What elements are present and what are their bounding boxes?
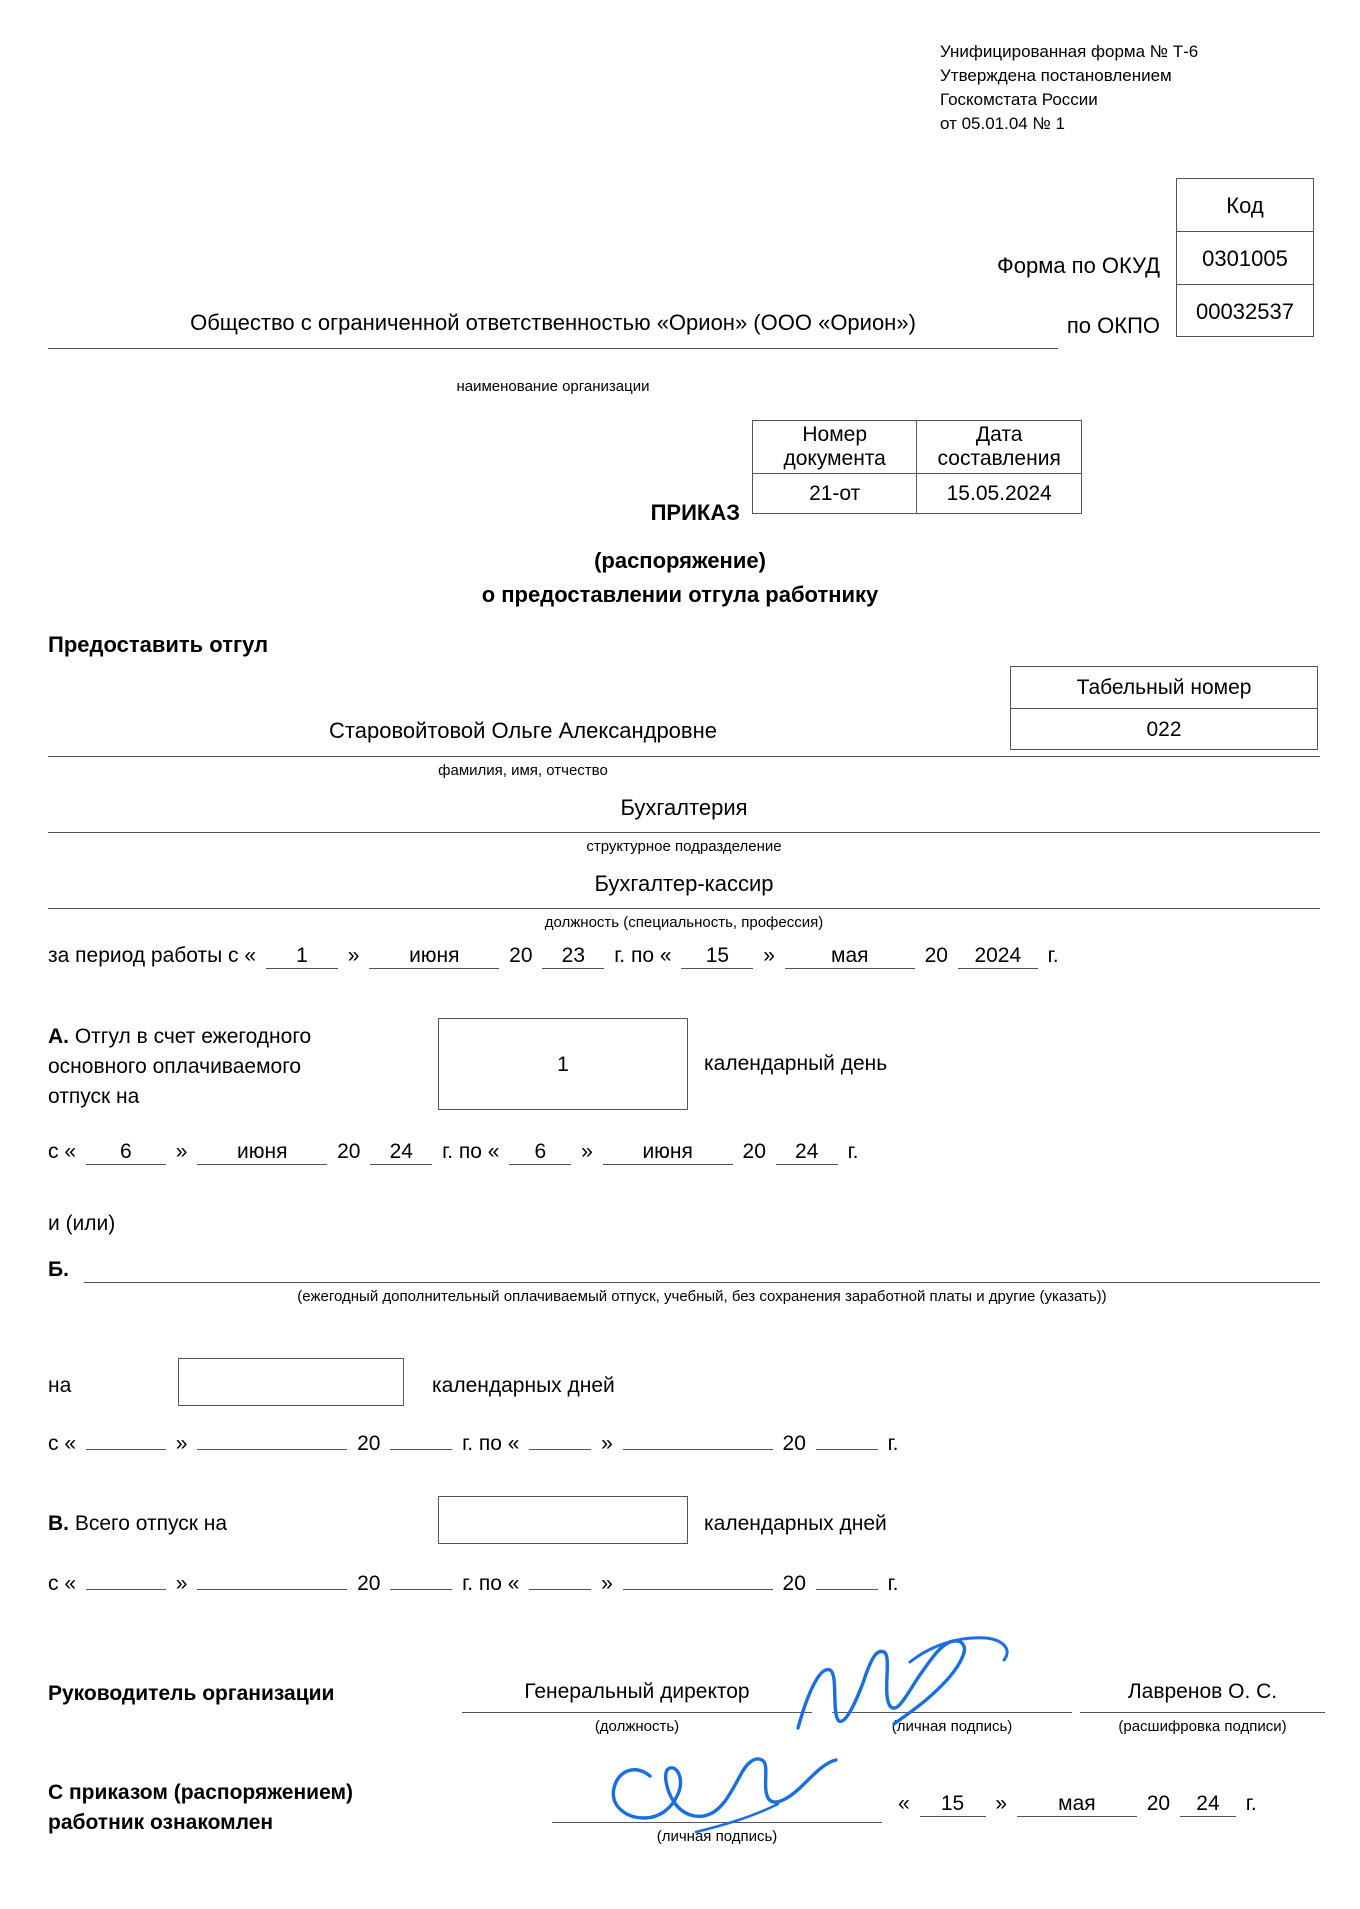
section-a-text: [48, 1022, 348, 1112]
section-b-year-from: [390, 1449, 452, 1450]
section-b-suffix: г.: [887, 1432, 899, 1455]
order-table: [752, 420, 1082, 514]
employee-fio-caption: фамилия, имя, отчество: [438, 762, 608, 779]
personnel-number-header: Табельный номер: [1010, 666, 1318, 708]
form-header-note: [940, 40, 1320, 136]
okpo-label: по ОКПО: [1066, 313, 1160, 338]
ack-month: мая: [1017, 1792, 1137, 1817]
work-period-year-prefix-1: 20: [509, 944, 533, 967]
section-v-mid: г. по «: [462, 1572, 520, 1595]
organization-rule: [48, 348, 1058, 349]
work-period-month-to: мая: [785, 944, 915, 969]
section-a-quote-1: »: [175, 1140, 188, 1163]
section-b-year-prefix-1: 20: [357, 1432, 381, 1455]
section-a-year-prefix-2: 20: [742, 1140, 766, 1163]
section-a-days-value: 1: [557, 1053, 569, 1076]
section-a-day-from: 6: [86, 1140, 166, 1165]
work-period-year-from: 23: [542, 944, 604, 969]
employee-fio-value: Старовойтовой Ольге Александровне: [329, 718, 717, 743]
order-word: ПРИКАЗ: [650, 500, 740, 525]
section-a-days-unit: календарный день: [704, 1052, 888, 1075]
grant-leave-label: Предоставить отгул: [48, 632, 269, 657]
section-a-suffix: г.: [847, 1140, 859, 1163]
section-a-day-to: 6: [509, 1140, 571, 1165]
section-b-quote-1: »: [175, 1432, 188, 1455]
work-period-year-to: 2024: [958, 944, 1038, 969]
code-table: [1176, 178, 1314, 337]
ack-suffix: г.: [1245, 1792, 1257, 1815]
and-or-label: и (или): [48, 1212, 116, 1235]
order-subtitle-1: (распоряжение): [594, 548, 766, 573]
section-b-days-box: [178, 1358, 404, 1406]
work-period-prefix: за период работы с «: [48, 944, 257, 967]
section-b-letter: Б.: [48, 1258, 69, 1281]
section-v-from-prefix: с «: [48, 1572, 77, 1595]
organization-name: Общество с ограниченной ответственностью «Орион» (ООО «Орион»): [190, 310, 916, 335]
employee-position-value: Бухгалтер-кассир: [594, 871, 774, 896]
section-b-from-prefix: с «: [48, 1432, 77, 1455]
acknowledgement-signature-caption: (личная подпись): [656, 1828, 778, 1845]
employee-department-caption: структурное подразделение: [586, 838, 782, 855]
ack-quote-close: »: [995, 1792, 1008, 1815]
section-v-description: Всего отпуск на: [74, 1512, 228, 1535]
section-b-caption: (ежегодный дополнительный оплачиваемый отпуск, учебный, без сохранения заработной платы и другие (указать)): [297, 1288, 1107, 1305]
section-a-year-to: 24: [776, 1140, 838, 1165]
section-a-mid: г. по «: [442, 1140, 500, 1163]
employee-position-caption: должность (специальность, профессия): [544, 914, 824, 931]
ack-year: 24: [1180, 1792, 1236, 1817]
section-v-day-to: [529, 1589, 591, 1590]
head-position-value: Генеральный директор: [524, 1680, 750, 1703]
section-v-quote-2: »: [601, 1572, 613, 1595]
section-v-year-to: [816, 1589, 878, 1590]
section-v-text: [48, 1512, 227, 1536]
employee-department-rule: [48, 832, 1320, 833]
section-b-days-unit: календарных дней: [432, 1374, 615, 1397]
acknowledgement-label-line-2: работник ознакомлен: [48, 1811, 274, 1834]
section-b-year-to: [816, 1449, 878, 1450]
section-v-quote-1: »: [175, 1572, 188, 1595]
code-table-header: Код: [1176, 178, 1314, 231]
head-name-value: Лавренов О. С.: [1127, 1680, 1278, 1703]
order-col-date-header: Дата составления: [917, 421, 1082, 474]
okud-label: Форма по ОКУД: [997, 253, 1160, 278]
section-b-quote-2: »: [601, 1432, 613, 1455]
section-b-month-to: [623, 1449, 773, 1450]
header-note-line-4: от 05.01.04 № 1: [940, 114, 1065, 133]
head-of-organization-label: Руководитель организации: [48, 1682, 335, 1705]
section-b-na-label: на: [48, 1374, 72, 1397]
order-col-number-header: Номер документа: [753, 421, 917, 474]
section-a-days-box: [438, 1018, 688, 1110]
work-period-suffix: г.: [1047, 944, 1059, 967]
organization-caption: наименование организации: [456, 378, 650, 395]
section-a-dates-row: [48, 1140, 1328, 1180]
head-position-rule: [462, 1712, 812, 1713]
section-v-year-from: [390, 1589, 452, 1590]
section-v-day-from: [86, 1589, 166, 1590]
work-period-day-from: 1: [266, 944, 338, 969]
work-period-quote-2: »: [763, 944, 775, 967]
section-v-month-from: [197, 1589, 347, 1590]
section-v-suffix: г.: [887, 1572, 899, 1595]
employee-department-value: Бухгалтерия: [620, 795, 748, 820]
section-b-mid: г. по «: [462, 1432, 520, 1455]
ack-quote-open: «: [898, 1792, 910, 1815]
ack-year-prefix: 20: [1146, 1792, 1171, 1815]
personnel-number-value: 022: [1010, 708, 1318, 750]
work-period-row: [48, 944, 1328, 984]
order-subtitle-2: о предоставлении отгула работнику: [481, 582, 879, 607]
okpo-code-value: 00032537: [1176, 284, 1314, 337]
order-number-value: 21-от: [753, 474, 917, 514]
section-b-rule: [84, 1282, 1320, 1283]
section-b-day-to: [529, 1449, 591, 1450]
acknowledgement-date-row: [898, 1792, 1257, 1817]
work-period-quote-1: »: [347, 944, 360, 967]
head-name-rule: [1080, 1712, 1325, 1713]
section-b-day-from: [86, 1449, 166, 1450]
acknowledgement-label-line-1: С приказом (распоряжением): [48, 1781, 354, 1804]
section-v-year-prefix-2: 20: [782, 1572, 806, 1595]
section-a-month-to: июня: [603, 1140, 733, 1165]
personnel-number-table: [1010, 666, 1318, 750]
head-signature-rule: [832, 1712, 1072, 1713]
section-v-days-box: [438, 1496, 688, 1544]
work-period-mid: г. по «: [614, 944, 672, 967]
acknowledgement-signature-rule: [552, 1822, 882, 1823]
section-a-year-from: 24: [370, 1140, 432, 1165]
section-v-dates-row: [48, 1572, 1328, 1612]
work-period-month-from: июня: [369, 944, 499, 969]
okud-code-value: 0301005: [1176, 231, 1314, 284]
order-date-value: 15.05.2024: [917, 474, 1082, 514]
section-b-year-prefix-2: 20: [782, 1432, 806, 1455]
head-name-caption: (расшифровка подписи): [1118, 1718, 1287, 1735]
work-period-day-to: 15: [681, 944, 753, 969]
header-note-line-2: Утверждена постановлением: [940, 66, 1172, 85]
head-signature-caption: (личная подпись): [891, 1718, 1013, 1735]
head-position-caption: (должность): [594, 1718, 680, 1735]
section-b-dates-row: [48, 1432, 1328, 1472]
section-a-year-prefix-1: 20: [337, 1140, 361, 1163]
section-a-quote-2: »: [581, 1140, 593, 1163]
section-a-from-prefix: с «: [48, 1140, 77, 1163]
header-note-line-1: Унифицированная форма № Т-6: [940, 42, 1199, 61]
ack-day: 15: [920, 1792, 986, 1817]
section-v-year-prefix-1: 20: [357, 1572, 381, 1595]
section-a-description: Отгул в счет ежегодного основного оплачиваемого отпуск на: [48, 1025, 312, 1108]
acknowledgement-label: [48, 1778, 353, 1838]
work-period-year-prefix-2: 20: [924, 944, 948, 967]
section-v-letter: В.: [48, 1512, 69, 1535]
section-a-letter: А.: [48, 1025, 69, 1048]
employee-fio-rule: [48, 756, 1320, 757]
section-b-month-from: [197, 1449, 347, 1450]
header-note-line-3: Госкомстата России: [940, 90, 1098, 109]
employee-position-rule: [48, 908, 1320, 909]
section-v-month-to: [623, 1589, 773, 1590]
section-a-month-from: июня: [197, 1140, 327, 1165]
section-v-days-unit: календарных дней: [704, 1512, 887, 1535]
